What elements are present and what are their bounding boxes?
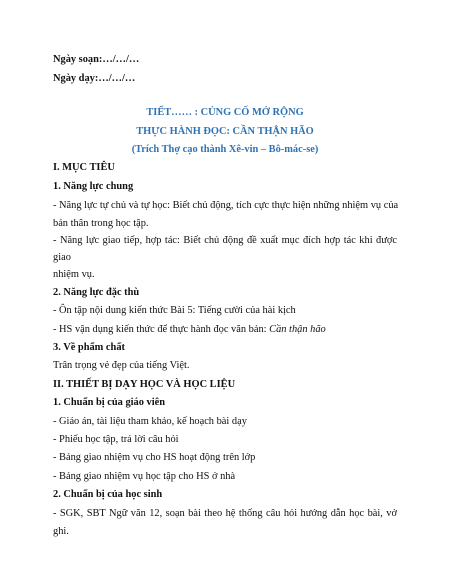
section-1-heading: I. MỤC TIÊU	[53, 162, 115, 173]
list-item: - Phiếu học tập, trả lời câu hỏi	[53, 434, 179, 445]
ngay-day: Ngày dạy:…/…/…	[53, 73, 136, 84]
paragraph-text: - HS vận dụng kiến thức để thực hành đọc văn bản:	[53, 324, 270, 335]
title-line-3: (Trích Thợ cạo thành Xê-vin – Bô-mác-se)	[131, 144, 319, 155]
paragraph-line: ghi.	[53, 526, 69, 537]
subheading-chuan-bi-giao-vien: 1. Chuẩn bị của giáo viên	[53, 397, 166, 408]
ngay-soan: Ngày soạn:…/…/…	[53, 54, 140, 65]
paragraph-line: Trân trọng vẻ đẹp của tiếng Việt.	[53, 360, 190, 371]
list-item: - Bảng giao nhiệm vụ cho HS hoạt động trên lớp	[53, 452, 256, 463]
paragraph-line	[53, 323, 326, 336]
title-line-2: THỰC HÀNH ĐỌC: CẦN THẬN HÃO	[136, 126, 314, 137]
paragraph-line: bản thân trong học tập.	[53, 218, 149, 229]
paragraph-line: - Ôn tập nội dung kiến thức Bài 5: Tiếng cười của hài kịch	[53, 305, 296, 316]
paragraph-line: giao	[53, 252, 71, 263]
list-item: - Bảng giao nhiệm vụ học tập cho HS ở nhà	[53, 471, 236, 482]
subheading-pham-chat: 3. Về phẩm chất	[53, 342, 125, 353]
paragraph-line: - Năng lực tự chủ và tự học: Biết chủ động, tích cực thực hiện những nhiệm vụ của	[53, 200, 399, 211]
subheading-nang-luc-dac-thu: 2. Năng lực đặc thù	[53, 287, 140, 298]
paragraph-line: - SGK, SBT Ngữ văn 12, soạn bài theo hệ thống câu hỏi hướng dẫn học bài, vở	[53, 508, 397, 519]
subheading-chuan-bi-hoc-sinh: 2. Chuẩn bị của học sinh	[53, 489, 163, 500]
list-item: - Giáo án, tài liệu tham khảo, kế hoạch bài dạy	[53, 416, 247, 427]
title-line-1: TIẾT…… : CỦNG CỐ MỞ RỘNG	[146, 107, 304, 118]
paragraph-line: nhiệm vụ.	[53, 269, 95, 280]
text-title-italic: Cần thận hão	[269, 324, 326, 335]
subheading-nang-luc-chung: 1. Năng lực chung	[53, 181, 134, 192]
paragraph-line: - Năng lực giao tiếp, hợp tác: Biết chủ động đề xuất mục đích hợp tác khi được	[53, 235, 397, 246]
section-2-heading: II. THIẾT BỊ DẠY HỌC VÀ HỌC LIỆU	[53, 379, 236, 390]
